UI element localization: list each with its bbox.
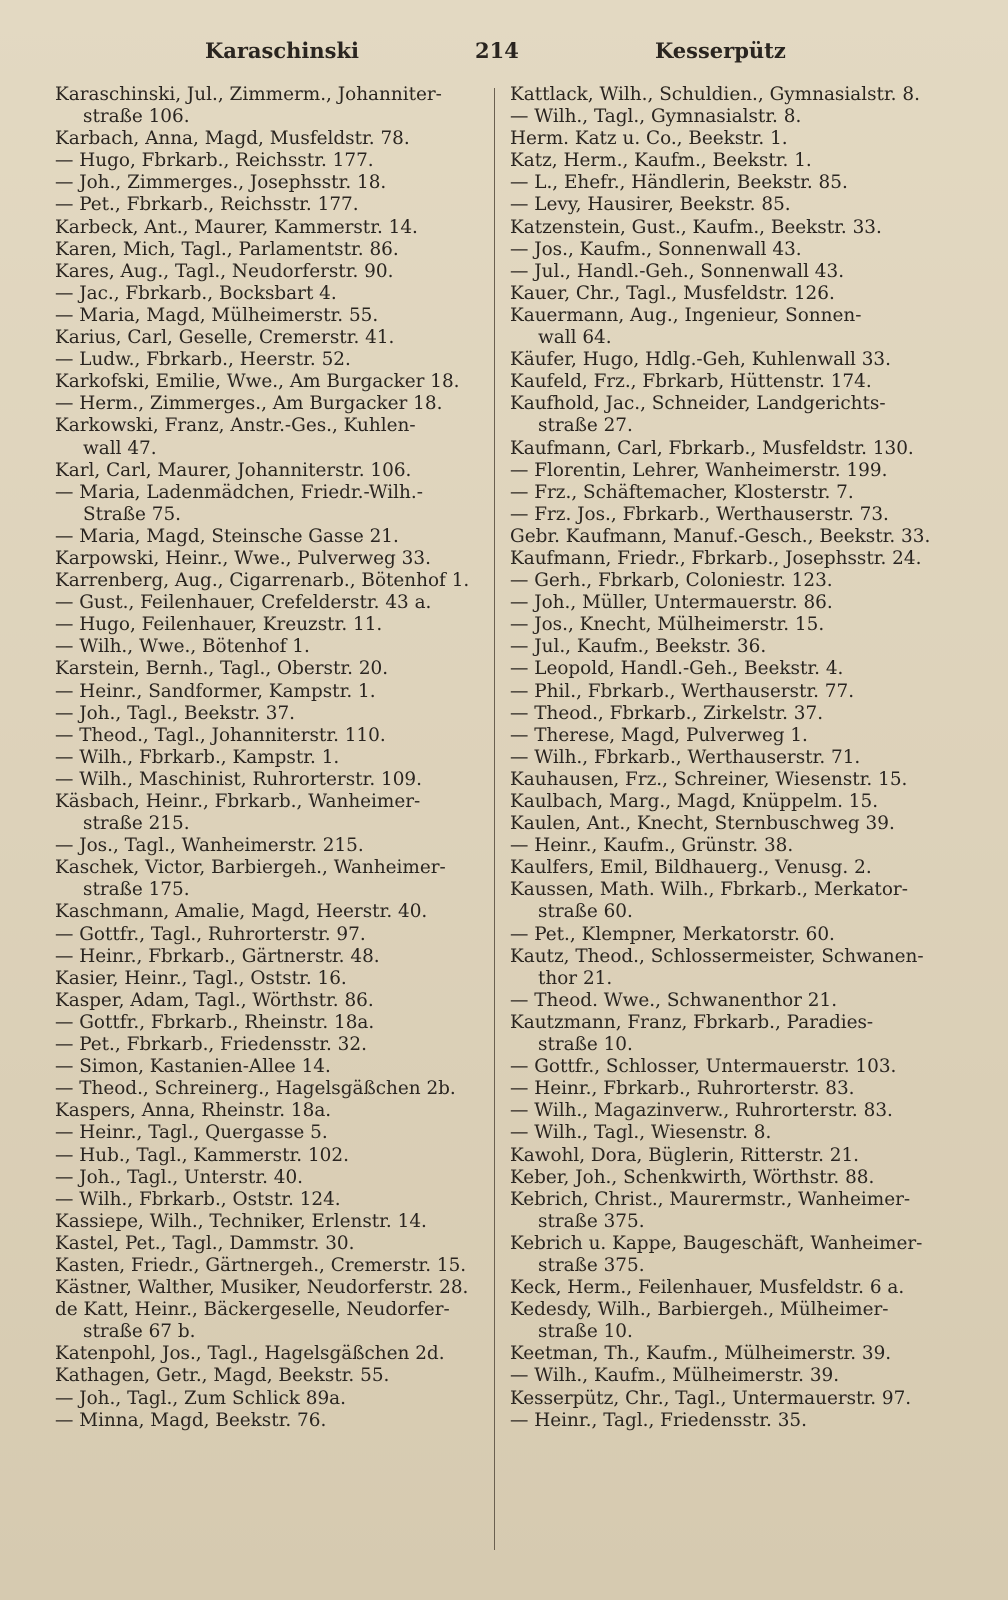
- entry-line: Käufer, Hugo, Hdlg.-Geh, Kuhlenwall 33.: [510, 349, 891, 371]
- directory-entry: [510, 614, 950, 636]
- directory-entry: [510, 1078, 950, 1100]
- entry-line: Kauer, Chr., Tagl., Musfeldstr. 126.: [510, 282, 835, 304]
- directory-entry: [510, 1056, 950, 1078]
- entry-line: Karbach, Anna, Magd, Musfeldstr. 78.: [55, 128, 410, 150]
- directory-entry: [510, 879, 950, 923]
- entry-continuation: Straße 75.: [83, 503, 182, 525]
- entry-line: Kaulbach, Marg., Magd, Knüppelm. 15.: [510, 791, 879, 812]
- entry-line: — Gust., Feilenhauer, Crefelderstr. 43 a.: [55, 592, 432, 614]
- entry-line: Karkowski, Franz, Anstr.-Ges., Kuhlen-: [55, 415, 416, 437]
- entry-line: Kasier, Heinr., Tagl., Oststr. 16.: [55, 967, 347, 989]
- entry-line: — Theod., Fbrkarb., Zirkelstr. 37.: [510, 702, 824, 724]
- entry-line: Karstein, Bernh., Tagl., Oberstr. 20.: [55, 658, 389, 680]
- header-first-entry: Karaschinski: [205, 38, 360, 63]
- entry-line: — Wilh., Magazinverw., Ruhrorterstr. 83.: [510, 1100, 893, 1122]
- entry-line: — Wilh., Tagl., Gymnasialstr. 8.: [510, 106, 802, 128]
- entry-line: — Gottfr., Tagl., Ruhrorterstr. 97.: [55, 923, 366, 945]
- entry-line: — Hugo, Feilenhauer, Kreuzstr. 11.: [55, 614, 383, 636]
- directory-entry: [55, 393, 495, 415]
- directory-entry: [510, 128, 950, 150]
- entry-line: Katz, Herm., Kaufm., Beekstr. 1.: [510, 150, 812, 172]
- entry-line: — Simon, Kastanien-Allee 14.: [55, 1056, 331, 1078]
- entry-line: — Gottfr., Fbrkarb., Rheinstr. 18a.: [55, 1011, 375, 1033]
- entry-continuation: straße 10.: [538, 1034, 633, 1056]
- directory-entry: [510, 393, 950, 437]
- entry-line: — Jos., Tagl., Wanheimerstr. 215.: [55, 835, 364, 857]
- column-divider: [494, 88, 495, 1550]
- directory-entry: [510, 592, 950, 614]
- directory-entry: [55, 194, 495, 216]
- directory-entry: [510, 371, 950, 393]
- directory-entry: [55, 703, 495, 725]
- entry-line: Katenpohl, Jos., Tagl., Hagelsgäßchen 2d.: [55, 1343, 445, 1365]
- directory-entry: [55, 946, 495, 968]
- entry-line: — L., Ehefr., Händlerin, Beekstr. 85.: [510, 172, 848, 194]
- directory-entry: [510, 482, 950, 504]
- entry-line: Kaulen, Ant., Knecht, Sternbuschweg 39.: [510, 813, 895, 835]
- entry-line: Katzenstein, Gust., Kaufm., Beekstr. 33.: [510, 216, 882, 238]
- directory-entry: [510, 636, 950, 658]
- entry-continuation: wall 47.: [83, 437, 157, 459]
- directory-entry: [510, 747, 950, 769]
- entry-line: — Heinr., Tagl., Quergasse 5.: [55, 1122, 328, 1144]
- directory-entry: [55, 1365, 495, 1387]
- page-number: 214: [475, 38, 519, 63]
- directory-entry: [55, 924, 495, 946]
- entry-line: — Wilh., Fbrkarb., Werthauserstr. 71.: [510, 746, 861, 768]
- entry-line: Kaufmann, Friedr., Fbrkarb., Josephsstr. 24.: [510, 547, 922, 569]
- directory-entry: [510, 526, 950, 548]
- entry-line: — Leopold, Handl.-Geh., Beekstr. 4.: [510, 658, 844, 680]
- directory-entry: [510, 504, 950, 526]
- entry-line: — Ludw., Fbrkarb., Heerstr. 52.: [55, 349, 351, 371]
- entry-continuation: straße 375.: [538, 1254, 645, 1276]
- entry-line: — Wilh., Fbrkarb., Oststr. 124.: [55, 1188, 341, 1210]
- directory-entry: [510, 1343, 950, 1365]
- entry-line: Kebrich u. Kappe, Baugeschäft, Wanheimer-: [510, 1232, 923, 1254]
- entry-line: — Jos., Knecht, Mülheimerstr. 15.: [510, 614, 825, 636]
- entry-line: Karrenberg, Aug., Cigarrenarb., Bötenhof 1.: [55, 570, 470, 592]
- entry-line: — Maria, Ladenmädchen, Friedr.-Wilh.-: [55, 481, 423, 503]
- directory-entry: [55, 1388, 495, 1410]
- entry-line: — Heinr., Fbrkarb., Ruhrorterstr. 83.: [510, 1078, 855, 1100]
- entry-line: Kaussen, Math. Wilh., Fbrkarb., Merkator-: [510, 879, 908, 901]
- directory-entry: [55, 1122, 495, 1144]
- entry-line: — Maria, Magd, Steinsche Gasse 21.: [55, 525, 399, 547]
- directory-entry: [55, 1145, 495, 1167]
- entry-line: Karius, Carl, Geselle, Cremerstr. 41.: [55, 327, 395, 349]
- directory-entry: [510, 261, 950, 283]
- entry-continuation: straße 375.: [538, 1210, 645, 1232]
- entry-line: Kasten, Friedr., Gärtnergeh., Cremerstr. 15.: [55, 1254, 467, 1276]
- directory-entry: [510, 725, 950, 747]
- entry-line: Keck, Herm., Feilenhauer, Musfeldstr. 6 a.: [510, 1277, 905, 1299]
- entry-line: Kautzmann, Franz, Fbrkarb., Paradies-: [510, 1011, 874, 1033]
- entry-line: Kaschek, Victor, Barbiergeh., Wanheimer-: [55, 857, 446, 879]
- entry-line: — Jul., Handl.-Geh., Sonnenwall 43.: [510, 260, 845, 282]
- entry-line: Kares, Aug., Tagl., Neudorferstr. 90.: [55, 260, 394, 282]
- entry-continuation: straße 67 b.: [83, 1321, 196, 1343]
- directory-entry: [510, 438, 950, 460]
- entry-line: Kebrich, Christ., Maurermstr., Wanheimer-: [510, 1188, 911, 1210]
- directory-entry: [55, 747, 495, 769]
- directory-entry: [55, 570, 495, 592]
- directory-entry: [55, 791, 495, 835]
- directory-entry: [55, 681, 495, 703]
- directory-entry: [55, 835, 495, 857]
- entry-line: — Wilh., Wwe., Bötenhof 1.: [55, 636, 310, 658]
- directory-entry: [55, 150, 495, 172]
- directory-entry: [55, 261, 495, 283]
- directory-entry: [55, 1012, 495, 1034]
- directory-entry: [510, 1189, 950, 1233]
- entry-line: — Theod. Wwe., Schwanenthor 21.: [510, 989, 838, 1011]
- entry-line: — Pet., Fbrkarb., Reichsstr. 177.: [55, 194, 359, 216]
- directory-entry: [55, 1100, 495, 1122]
- directory-entry: [55, 968, 495, 990]
- directory-entry: [510, 658, 950, 680]
- entry-line: — Heinr., Sandformer, Kampstr. 1.: [55, 680, 376, 702]
- directory-entry: [55, 371, 495, 393]
- directory-entry: [510, 1167, 950, 1189]
- entry-line: — Levy, Hausirer, Beekstr. 85.: [510, 194, 791, 216]
- entry-line: — Wilh., Maschinist, Ruhrorterstr. 109.: [55, 768, 422, 790]
- directory-entry: [510, 570, 950, 592]
- entry-line: Kathagen, Getr., Magd, Beekstr. 55.: [55, 1365, 390, 1387]
- entry-line: Karl, Carl, Maurer, Johanniterstr. 106.: [55, 459, 412, 481]
- header-last-entry: Kesserpütz: [655, 38, 786, 63]
- directory-entry: [55, 658, 495, 680]
- directory-entry: [55, 1167, 495, 1189]
- entry-continuation: wall 64.: [538, 327, 612, 349]
- entry-line: — Wilh., Kaufm., Mülheimerstr. 39.: [510, 1365, 840, 1387]
- entry-line: — Gottfr., Schlosser, Untermauerstr. 103.: [510, 1056, 897, 1078]
- entry-line: — Wilh., Tagl., Wiesenstr. 8.: [510, 1122, 772, 1144]
- directory-entry: [55, 857, 495, 901]
- directory-entry: [510, 460, 950, 482]
- directory-entry: [55, 217, 495, 239]
- directory-entry: [510, 990, 950, 1012]
- directory-entry: [510, 283, 950, 305]
- entry-line: — Heinr., Tagl., Friedensstr. 35.: [510, 1409, 807, 1431]
- entry-line: Kauermann, Aug., Ingenieur, Sonnen-: [510, 304, 862, 326]
- directory-entry: [510, 946, 950, 990]
- directory-entry: [510, 924, 950, 946]
- directory-entry: [55, 239, 495, 261]
- directory-entry: [510, 217, 950, 239]
- entry-line: Karkofski, Emilie, Wwe., Am Burgacker 18.: [55, 371, 460, 393]
- left-column: [55, 84, 495, 1432]
- entry-line: Keber, Joh., Schenkwirth, Wörthstr. 88.: [510, 1166, 875, 1188]
- entry-line: — Wilh., Fbrkarb., Kampstr. 1.: [55, 746, 340, 768]
- directory-entry: [510, 172, 950, 194]
- entry-line: Karen, Mich, Tagl., Parlamentstr. 86.: [55, 238, 399, 260]
- directory-entry: [55, 1211, 495, 1233]
- entry-line: — Pet., Fbrkarb., Friedensstr. 32.: [55, 1034, 367, 1056]
- entry-line: — Pet., Klempner, Merkatorstr. 60.: [510, 923, 835, 945]
- entry-line: — Theod., Tagl., Johanniterstr. 110.: [55, 724, 386, 746]
- directory-entry: [55, 1277, 495, 1299]
- directory-entry: [55, 460, 495, 482]
- directory-entry: [510, 1277, 950, 1299]
- entry-line: Kaufeld, Frz., Fbrkarb, Hüttenstr. 174.: [510, 371, 872, 393]
- directory-entry: [510, 769, 950, 791]
- entry-line: — Gerh., Fbrkarb, Coloniestr. 123.: [510, 570, 833, 592]
- directory-entry: [510, 1388, 950, 1410]
- directory-entry: [55, 592, 495, 614]
- directory-entry: [55, 349, 495, 371]
- directory-entry: [55, 636, 495, 658]
- entry-line: Kaufhold, Jac., Schneider, Landgerichts-: [510, 393, 886, 415]
- entry-continuation: straße 106.: [83, 106, 190, 128]
- directory-entry: [55, 84, 495, 128]
- entry-line: Karpowski, Heinr., Wwe., Pulverweg 33.: [55, 547, 431, 569]
- directory-entry: [55, 1410, 495, 1432]
- entry-line: Kaspers, Anna, Rheinstr. 18a.: [55, 1100, 332, 1122]
- entry-line: — Jac., Fbrkarb., Bocksbart 4.: [55, 282, 337, 304]
- entry-line: Kasper, Adam, Tagl., Wörthstr. 86.: [55, 989, 374, 1011]
- entry-continuation: straße 215.: [83, 813, 190, 835]
- directory-entry: [510, 84, 950, 106]
- directory-entry: [510, 703, 950, 725]
- directory-entry: [510, 1299, 950, 1343]
- entry-line: Käsbach, Heinr., Fbrkarb., Wanheimer-: [55, 791, 421, 812]
- entry-line: Kesserpütz, Chr., Tagl., Untermauerstr. 97.: [510, 1387, 912, 1409]
- directory-entry: [55, 128, 495, 150]
- entry-line: — Therese, Magd, Pulverweg 1.: [510, 724, 808, 746]
- page-header: [55, 38, 953, 78]
- directory-entry: [510, 239, 950, 261]
- directory-entry: [510, 1410, 950, 1432]
- entry-line: Karbeck, Ant., Maurer, Kammerstr. 14.: [55, 216, 418, 238]
- directory-entry: [510, 194, 950, 216]
- directory-entry: [55, 1299, 495, 1343]
- directory-entry: [55, 990, 495, 1012]
- directory-entry: [55, 725, 495, 747]
- entry-line: Gebr. Kaufmann, Manuf.-Gesch., Beekstr. 33.: [510, 525, 931, 547]
- entry-line: — Maria, Magd, Mülheimerstr. 55.: [55, 304, 379, 326]
- directory-entry: [55, 1189, 495, 1211]
- entry-line: — Hugo, Fbrkarb., Reichsstr. 177.: [55, 150, 374, 172]
- entry-line: — Joh., Tagl., Beekstr. 37.: [55, 702, 296, 724]
- directory-entry: [55, 172, 495, 194]
- directory-entry: [510, 791, 950, 813]
- entry-continuation: thor 21.: [538, 967, 613, 989]
- entry-line: Kaufmann, Carl, Fbrkarb., Musfeldstr. 130.: [510, 437, 914, 459]
- directory-entry: [55, 1034, 495, 1056]
- entry-continuation: straße 27.: [538, 415, 633, 437]
- entry-line: Kaulfers, Emil, Bildhauerg., Venusg. 2.: [510, 857, 872, 879]
- entry-line: Kästner, Walther, Musiker, Neudorferstr. 28.: [55, 1277, 469, 1299]
- directory-entry: [55, 1078, 495, 1100]
- directory-entry: [510, 1100, 950, 1122]
- entry-line: Kautz, Theod., Schlossermeister, Schwanen-: [510, 945, 924, 967]
- directory-entry: [510, 681, 950, 703]
- entry-line: Kawohl, Dora, Büglerin, Ritterstr. 21.: [510, 1144, 860, 1166]
- directory-entry: [55, 482, 495, 526]
- directory-entry: [55, 526, 495, 548]
- directory-entry: [55, 614, 495, 636]
- entry-line: — Minna, Magd, Beekstr. 76.: [55, 1409, 327, 1431]
- entry-line: Kattlack, Wilh., Schuldien., Gymnasialstr. 8.: [510, 84, 920, 105]
- entry-line: Karaschinski, Jul., Zimmerm., Johanniter-: [55, 84, 442, 105]
- entry-line: — Phil., Fbrkarb., Werthauserstr. 77.: [510, 680, 855, 702]
- directory-entry: [55, 1255, 495, 1277]
- entry-line: Kastel, Pet., Tagl., Dammstr. 30.: [55, 1232, 355, 1254]
- entry-line: — Heinr., Kaufm., Grünstr. 38.: [510, 835, 794, 857]
- entry-continuation: straße 10.: [538, 1321, 633, 1343]
- entry-line: — Frz. Jos., Fbrkarb., Werthauserstr. 73.: [510, 503, 889, 525]
- entry-line: — Theod., Schreinerg., Hagelsgäßchen 2b.: [55, 1078, 456, 1100]
- directory-entry: [55, 1343, 495, 1365]
- directory-entry: [510, 1145, 950, 1167]
- directory-entry: [510, 835, 950, 857]
- directory-entry: [55, 283, 495, 305]
- entry-line: — Frz., Schäftemacher, Klosterstr. 7.: [510, 481, 854, 503]
- entry-line: — Joh., Tagl., Unterstr. 40.: [55, 1166, 304, 1188]
- directory-entry: [510, 813, 950, 835]
- directory-entry: [55, 1233, 495, 1255]
- directory-entry: [55, 1056, 495, 1078]
- entry-continuation: straße 175.: [83, 879, 190, 901]
- directory-entry: [510, 305, 950, 349]
- entry-line: Kassiepe, Wilh., Techniker, Erlenstr. 14.: [55, 1210, 427, 1232]
- directory-entry: [510, 1233, 950, 1277]
- entry-line: — Joh., Zimmerges., Josephsstr. 18.: [55, 172, 387, 194]
- directory-entry: [55, 327, 495, 349]
- directory-entry: [510, 1365, 950, 1387]
- entry-line: — Herm., Zimmerges., Am Burgacker 18.: [55, 393, 443, 415]
- directory-entry: [55, 415, 495, 459]
- entry-line: — Jul., Kaufm., Beekstr. 36.: [510, 636, 767, 658]
- directory-entry: [510, 1012, 950, 1056]
- directory-entry: [510, 150, 950, 172]
- directory-entry: [510, 857, 950, 879]
- entry-line: Kedesdy, Wilh., Barbiergeh., Mülheimer-: [510, 1299, 889, 1321]
- entry-line: — Florentin, Lehrer, Wanheimerstr. 199.: [510, 459, 888, 481]
- directory-entry: [55, 769, 495, 791]
- right-column: [510, 84, 950, 1432]
- entry-line: Kauhausen, Frz., Schreiner, Wiesenstr. 15.: [510, 768, 908, 790]
- directory-entry: [55, 305, 495, 327]
- directory-entry: [510, 548, 950, 570]
- directory-entry: [510, 349, 950, 371]
- entry-line: — Joh., Müller, Untermauerstr. 86.: [510, 592, 833, 614]
- entry-line: Kaschmann, Amalie, Magd, Heerstr. 40.: [55, 901, 428, 923]
- directory-entry: [55, 901, 495, 923]
- entry-line: Herm. Katz u. Co., Beekstr. 1.: [510, 128, 788, 150]
- entry-line: — Jos., Kaufm., Sonnenwall 43.: [510, 238, 802, 260]
- directory-entry: [55, 548, 495, 570]
- directory-entry: [510, 106, 950, 128]
- entry-line: Keetman, Th., Kaufm., Mülheimerstr. 39.: [510, 1343, 892, 1365]
- entry-line: de Katt, Heinr., Bäckergeselle, Neudorfer-: [55, 1299, 450, 1321]
- directory-entry: [510, 1122, 950, 1144]
- entry-line: — Joh., Tagl., Zum Schlick 89a.: [55, 1387, 346, 1409]
- entry-continuation: straße 60.: [538, 901, 633, 923]
- entry-line: — Heinr., Fbrkarb., Gärtnerstr. 48.: [55, 945, 380, 967]
- entry-line: — Hub., Tagl., Kammerstr. 102.: [55, 1144, 349, 1166]
